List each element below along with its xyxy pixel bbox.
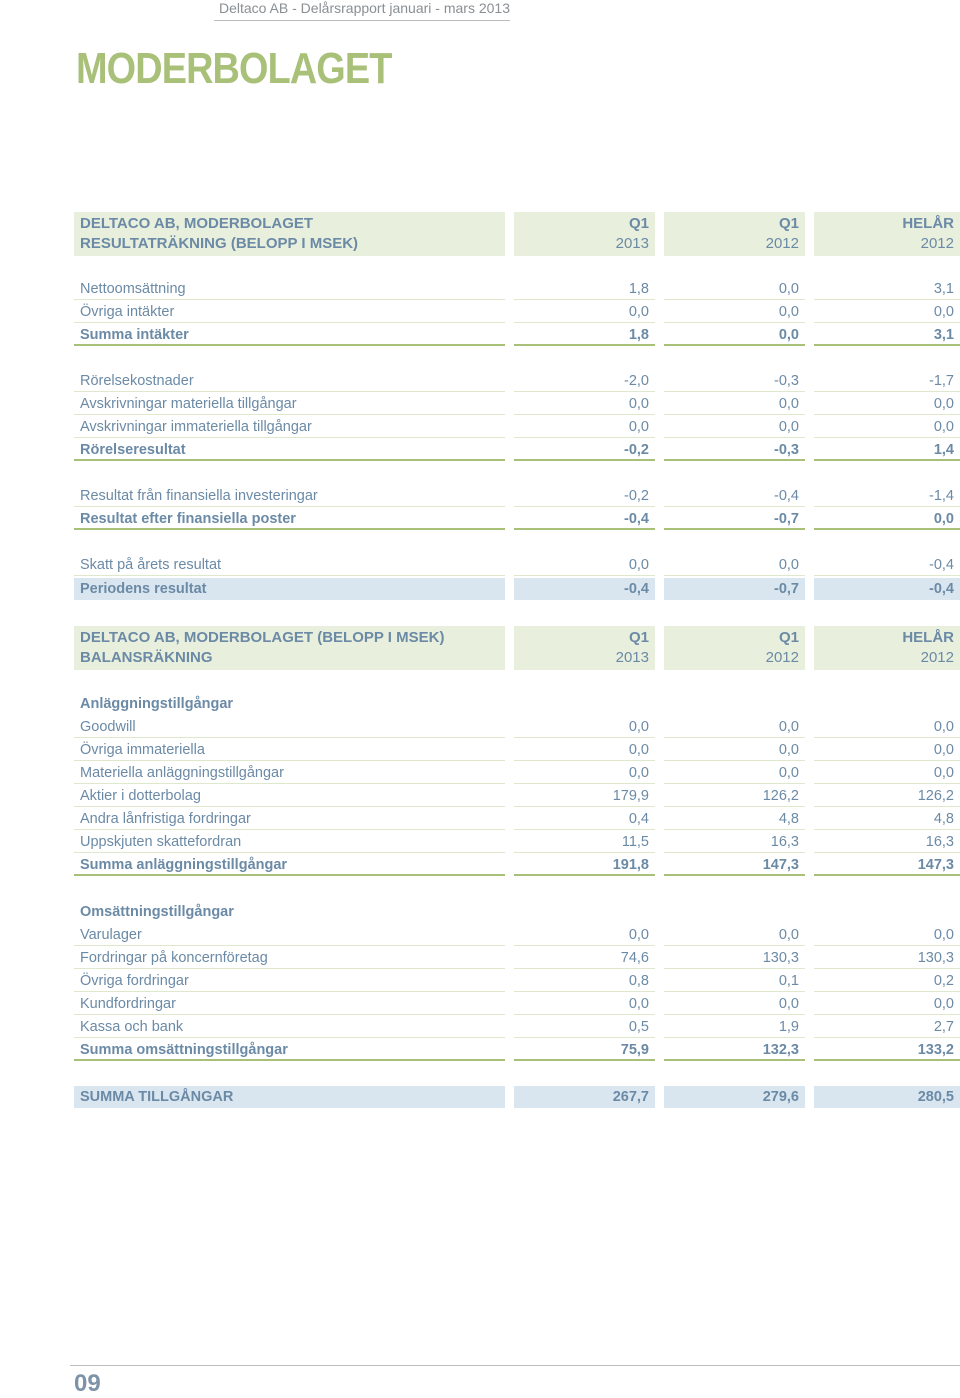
row-label: Avskrivningar materiella tillgångar [74, 393, 505, 415]
row-value: 0,0 [664, 324, 805, 346]
row-value: 0,0 [814, 739, 960, 761]
row-label: Resultat från finansiella investeringar [74, 485, 505, 507]
row-value: 126,2 [814, 785, 960, 807]
table-row [74, 993, 960, 1016]
row-value: -0,4 [664, 485, 805, 507]
page-number: 09 [74, 1370, 101, 1397]
row-value: 147,3 [814, 854, 960, 876]
row-value: 0,0 [514, 993, 655, 1015]
row-value: -1,7 [814, 370, 960, 392]
col-year: 2012 [765, 649, 799, 666]
footer-divider [70, 1365, 960, 1366]
row-value: -0,4 [814, 578, 960, 600]
balance-header-line1: DELTACO AB, MODERBOLAGET (BELOPP I MSEK) [80, 629, 445, 646]
row-label: SUMMA TILLGÅNGAR [74, 1086, 505, 1108]
row-label: Andra lånfristiga fordringar [74, 808, 505, 830]
table-row [74, 554, 960, 577]
row-value: 0,0 [514, 924, 655, 946]
row-value: 126,2 [664, 785, 805, 807]
row-value: 0,0 [664, 301, 805, 323]
table-row [74, 739, 960, 762]
row-value: 0,0 [664, 393, 805, 415]
table-row-subtotal [74, 439, 960, 462]
row-label: Summa intäkter [74, 324, 505, 346]
row-label: Summa omsättningstillgångar [74, 1039, 505, 1061]
row-label: Kundfordringar [74, 993, 505, 1015]
row-label: Rörelseresultat [74, 439, 505, 461]
table-row [74, 924, 960, 947]
document-header: Deltaco AB - Delårsrapport januari - mars 2013 [214, 0, 510, 21]
row-value: 147,3 [664, 854, 805, 876]
table-row [74, 370, 960, 393]
balance-header-line2: BALANSRÄKNING [80, 649, 213, 666]
row-label: Övriga fordringar [74, 970, 505, 992]
row-value: 0,5 [514, 1016, 655, 1038]
row-label: Kassa och bank [74, 1016, 505, 1038]
row-value: 0,0 [664, 762, 805, 784]
table-row-subtotal [74, 324, 960, 347]
table-row [74, 947, 960, 970]
row-value: -0,2 [514, 485, 655, 507]
row-value: 0,0 [514, 716, 655, 738]
row-value: 0,0 [664, 739, 805, 761]
row-value: 0,0 [814, 993, 960, 1015]
row-value: 280,5 [814, 1086, 960, 1108]
row-value: -0,7 [664, 578, 805, 600]
row-value: 4,8 [814, 808, 960, 830]
table-row [74, 301, 960, 324]
row-value: 0,4 [514, 808, 655, 830]
row-value: 16,3 [664, 831, 805, 853]
row-value: 0,0 [664, 993, 805, 1015]
row-value: -0,3 [664, 439, 805, 461]
row-value: 1,4 [814, 439, 960, 461]
row-label: Uppskjuten skattefordran [74, 831, 505, 853]
row-value: 0,0 [514, 739, 655, 761]
row-value: 0,0 [514, 762, 655, 784]
row-value: -0,2 [514, 439, 655, 461]
row-value: 1,8 [514, 324, 655, 346]
row-label: Övriga intäkter [74, 301, 505, 323]
row-value: 0,0 [514, 416, 655, 438]
table-row [74, 831, 960, 854]
row-value: 0,0 [664, 554, 805, 576]
row-label: Avskrivningar immateriella tillgångar [74, 416, 505, 438]
row-label: Fordringar på koncernföretag [74, 947, 505, 969]
table-row-grand-total [74, 1086, 960, 1109]
col-period: HELÅR [902, 629, 954, 646]
row-label: Nettoomsättning [74, 278, 505, 300]
row-value: 179,9 [514, 785, 655, 807]
col-period: HELÅR [902, 215, 954, 232]
row-value: 279,6 [664, 1086, 805, 1108]
row-value: 0,0 [664, 716, 805, 738]
page-title: MODERBOLAGET [76, 44, 392, 93]
table-row [74, 416, 960, 439]
row-value: 130,3 [814, 947, 960, 969]
table-row-subtotal [74, 1039, 960, 1062]
table-row [74, 393, 960, 416]
row-value: -1,4 [814, 485, 960, 507]
row-value: 0,0 [514, 393, 655, 415]
income-header-line2: RESULTATRÄKNING (BELOPP I MSEK) [80, 235, 359, 252]
row-value: 75,9 [514, 1039, 655, 1061]
row-value: 0,0 [814, 416, 960, 438]
row-value: 0,1 [664, 970, 805, 992]
row-label: Skatt på årets resultat [74, 554, 505, 576]
row-value: 4,8 [664, 808, 805, 830]
row-value: -0,4 [814, 554, 960, 576]
row-value: 0,0 [514, 301, 655, 323]
table-row [74, 970, 960, 993]
row-value: 0,0 [664, 924, 805, 946]
row-label: Övriga immateriella [74, 739, 505, 761]
balance-table-header [74, 626, 960, 666]
row-value: 130,3 [664, 947, 805, 969]
col-year: 2012 [765, 235, 799, 252]
table-row [74, 278, 960, 301]
col-period: Q1 [778, 629, 799, 646]
table-row [74, 785, 960, 808]
section-label: Anläggningstillgångar [80, 696, 234, 712]
row-value: 1,8 [514, 278, 655, 300]
row-value: 3,1 [814, 324, 960, 346]
row-value: 0,0 [664, 416, 805, 438]
row-label: Rörelsekostnader [74, 370, 505, 392]
row-label: Periodens resultat [74, 578, 505, 600]
table-row [74, 716, 960, 739]
row-value: 1,9 [664, 1016, 805, 1038]
row-value: 0,0 [814, 762, 960, 784]
row-value: 0,0 [814, 301, 960, 323]
table-row [74, 762, 960, 785]
income-table-header [74, 212, 960, 252]
col-period: Q1 [628, 629, 649, 646]
row-value: 0,0 [814, 393, 960, 415]
col-year: 2013 [615, 649, 649, 666]
row-value: 191,8 [514, 854, 655, 876]
row-value: -0,4 [514, 578, 655, 600]
col-year: 2012 [920, 235, 954, 252]
row-value: 0,0 [514, 554, 655, 576]
row-value: 267,7 [514, 1086, 655, 1108]
income-header-line1: DELTACO AB, MODERBOLAGET [80, 215, 314, 232]
row-value: 132,3 [664, 1039, 805, 1061]
row-value: 0,2 [814, 970, 960, 992]
row-value: 3,1 [814, 278, 960, 300]
table-row [74, 485, 960, 508]
row-value: -0,7 [664, 508, 805, 530]
row-label: Materiella anläggningstillgångar [74, 762, 505, 784]
table-row [74, 1016, 960, 1039]
table-row-subtotal [74, 854, 960, 877]
section-label: Omsättningstillgångar [80, 904, 234, 920]
row-label: Varulager [74, 924, 505, 946]
row-value: -2,0 [514, 370, 655, 392]
col-period: Q1 [778, 215, 799, 232]
row-label: Summa anläggningstillgångar [74, 854, 505, 876]
row-value: -0,4 [514, 508, 655, 530]
row-value: 0,0 [664, 278, 805, 300]
section-heading [74, 693, 960, 716]
row-value: 0,0 [814, 716, 960, 738]
row-value: 0,0 [814, 508, 960, 530]
row-label: Resultat efter finansiella poster [74, 508, 505, 530]
row-value: 0,0 [814, 924, 960, 946]
row-value: 16,3 [814, 831, 960, 853]
row-value: 133,2 [814, 1039, 960, 1061]
row-value: 0,8 [514, 970, 655, 992]
section-heading [74, 901, 960, 924]
col-period: Q1 [628, 215, 649, 232]
row-value: 74,6 [514, 947, 655, 969]
col-year: 2012 [920, 649, 954, 666]
row-value: 11,5 [514, 831, 655, 853]
row-value: 2,7 [814, 1016, 960, 1038]
col-year: 2013 [615, 235, 649, 252]
row-label: Aktier i dotterbolag [74, 785, 505, 807]
row-value: -0,3 [664, 370, 805, 392]
table-row-subtotal [74, 508, 960, 531]
table-row [74, 808, 960, 831]
table-row-result [74, 578, 960, 601]
row-label: Goodwill [74, 716, 505, 738]
